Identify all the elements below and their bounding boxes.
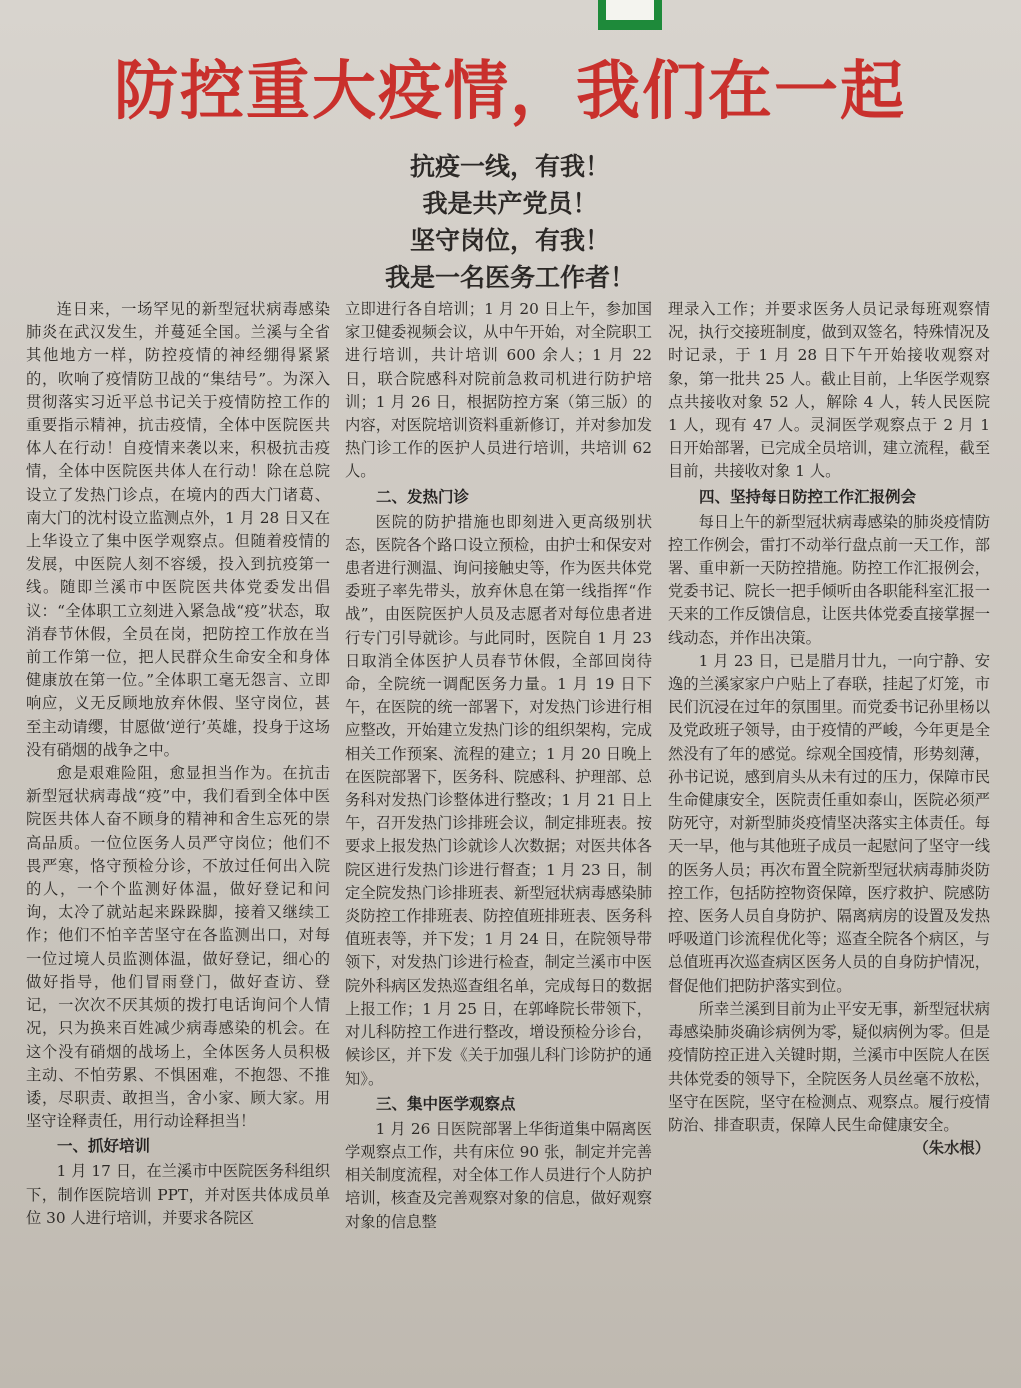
paragraph-continued: 理录入工作；并要求医务人员记录每班观察情况，执行交接班制度，做到双签名，特殊情况及时记录，于 1 月 28 日下午开始接收观察对象，第一批共 25 人。截止目前，上华医学观察点共接收对象 52 人，解除 4 人，转人民医院 1 人，现有 47 人。灵洞医学观察点于 2 月 1 日开始部署，已完成全员培训，建立流程，截至目前，共接收对象 1 人。: [668, 300, 990, 481]
section-heading-training: 一、抓好培训: [57, 1137, 151, 1156]
section-heading-fever-clinic: 二、发热门诊: [376, 487, 470, 506]
paragraph: 1 月 26 日医院部署上华街道集中隔离医学观察点工作，共有床位 90 张，制定并完善相关制度流程，对全体工作人员进行个人防护培训，核查及完善观察对象的信息，做好观察对象的信息整: [345, 1119, 652, 1231]
article-column-3: [668, 298, 990, 1160]
paragraph: 每日上午的新型冠状病毒感染的肺炎疫情防控工作例会，雷打不动举行盘点前一天工作，部署、重申新一天防控措施。防控工作汇报例会，党委书记、院长一把手倾听由各职能科室汇报一天来的工作反馈信息，让医共体党委直接掌握一线动态，并作出决策。: [668, 512, 990, 647]
paragraph: 所幸兰溪到目前为止平安无事，新型冠状病毒感染肺炎确诊病例为零，疑似病例为零。但是疫情防控正进入关键时期，兰溪市中医院人在医共体党委的领导下，全院医务人员丝毫不放松，坚守在医院，坚守在检测点、观察点。履行疫情防治、排查职责，保障人民生命健康安全。: [668, 999, 990, 1134]
subhead-line-4: 我是一名医务工作者！: [384, 263, 635, 292]
paragraph: 连日来，一场罕见的新型冠状病毒感染肺炎在武汉发生，并蔓延全国。兰溪与全省其他地方一样，防控疫情的神经绷得紧紧的，吹响了疫情防卫战的“集结号”。为深入贯彻落实习近平总书记关于疫情防控工作的重要指示精神，抗击疫情，全体中医院医共体人在行动！自疫情来袭以来，积极抗击疫情，全体中医院医共体人在行动！除在总院设立了发热门诊点，在境内的西大门诸葛、南大门的沈村设立监测点外，1 月 28 日又在上华设立了集中医学观察点。但随着疫情的发展，中医院人刻不容缓，投入到抗疫第一线。随即兰溪市中医院医共体党委发出倡议：“全体职工立刻进入紧急战“疫”状态，取消春节休假，全员在岗，把防控工作放在当前工作第一位，把人民群众生命安全和身体健康放在第一位。”全体职工毫无怨言、立即响应，义无反顾地放弃休假、坚守岗位，甚至主动请缨，甘愿做‘逆行’英雄，投身于这场没有硝烟的战争之中。: [26, 300, 330, 759]
paragraph: 1 月 23 日，已是腊月廿九，一向宁静、安逸的兰溪家家户户贴上了春联，挂起了灯笼，市民们沉浸在过年的氛围里。而党委书记孙里杨以及党政班子领导，由于疫情的严峻，今年更是全然没有了年的感觉。综观全国疫情，形势刻薄，孙书记说，感到肩头从未有过的压力，保障市民生命健康安全，医院责任重如泰山，医院必须严防死守，对新型肺炎疫情坚决落实主体责任。每天一早，他与其他班子成员一起慰问了坚守一线的医务人员；再次布置全院新型冠状病毒肺炎防控工作，包括防控物资保障，医疗救护、院感防控、医务人员自身防护、隔离病房的设置及发热呼吸道门诊流程优化等；巡查全院各个病区，与总值班再次巡查病区医务人员的自身防护情况，督促他们把防护落实到位。: [668, 651, 990, 995]
article-column-2: [345, 298, 652, 1234]
article-subheads: [300, 148, 720, 296]
paragraph: 1 月 17 日，在兰溪市中医院医务科组织下，制作医院培训 PPT，并对医共体成员单位 30 人进行培训，并要求各院区: [26, 1162, 330, 1227]
subhead-line-1: 抗疫一线，有我！: [409, 152, 610, 181]
section-heading-observation-point: 三、集中医学观察点: [376, 1094, 516, 1113]
section-tab-marker: [598, 0, 662, 30]
section-tab-inner: [606, 0, 654, 20]
subhead-line-2: 我是共产党员！: [422, 189, 598, 218]
subhead-line-3: 坚守岗位，有我！: [409, 226, 610, 255]
article-author: （朱水根）: [913, 1139, 990, 1158]
paragraph: 医院的防护措施也即刻进入更高级别状态，医院各个路口设立预检，由护士和保安对患者进行测温、询问接触史等，作为医共体党委班子率先带头，放弃休息在第一线指挥“作战”，由医院医护人员及志愿者对每位患者进行专门引导就诊。与此同时，医院自 1 月 23 日取消全体医护人员春节休假，全部回岗待命，全院统一调配医务力量。1 月 19 日下午，在医院的统一部署下，对发热门诊进行相应整改，开始建立发热门诊的组织架构，完成相关工作预案、流程的建立；1 月 20 日晚上在医院部署下，医务科、院感科、护理部、总务科对发热门诊整体进行整改；1 月 21 日上午，召开发热门诊排班会议，制定排班表。按要求上报发热门诊就诊人次数据；对医共体各院区进行发热门诊进行督查；1 月 23 日，制定全院发热门诊排班表、新型冠状病毒感染肺炎防控工作排班表、防控值班排班表、医务科值班表等，并下发；1 月 24 日，在院领导带领下，对发热门诊进行检查，制定兰溪市中医院外科病区发热巡查组名单，完成每日的数据上报工作；1 月 25 日，在郭峰院长带领下，对儿科防控工作进行整改，增设预检分诊台，候诊区，并下发《关于加强儿科门诊防护的通知》。: [345, 512, 652, 1088]
paragraph-continued: 立即进行各自培训；1 月 20 日上午，参加国家卫健委视频会议，从中午开始，对全院职工进行培训，共计培训 600 余人；1 月 22 日，联合院感科对院前急救司机进行防护培训；1 月 26 日，根据防控方案（第三版）的内容，对医院培训资料重新修订，并对参加发热门诊工作的医护人员进行培训，共培训 62 人。: [345, 300, 652, 481]
section-heading-daily-meeting: 四、坚持每日防控工作汇报例会: [699, 487, 917, 506]
paragraph: 愈是艰难险阻，愈显担当作为。在抗击新型冠状病毒战“疫”中，我们看到全体中医院医共体人奋不顾身的精神和舍生忘死的崇高品质。一位位医务人员严守岗位；他们不畏严寒，恪守预检分诊，不放过任何出入院的人，一个个监测好体温，做好登记和问询，太冷了就站起来跺跺脚，接着又继续工作；他们不怕辛苦坚守在各监测出口，对每一位过境人员监测体温，做好登记，细心的做好指导，他们冒雨登门，做好查访、登记，一次次不厌其烦的拨打电话询问个人情况，只为换来百姓减少病毒感染的机会。在这个没有硝烟的战场上，全体医务人员积极主动、不怕劳累、不惧困难，不抱怨、不推诿，尽职责、敢担当，舍小家、顾大家。用坚守诠释责任，用行动诠释担当！: [26, 764, 330, 1131]
article-column-1: [26, 298, 330, 1230]
article-headline: 防控重大疫情，我们在一起: [114, 55, 906, 129]
